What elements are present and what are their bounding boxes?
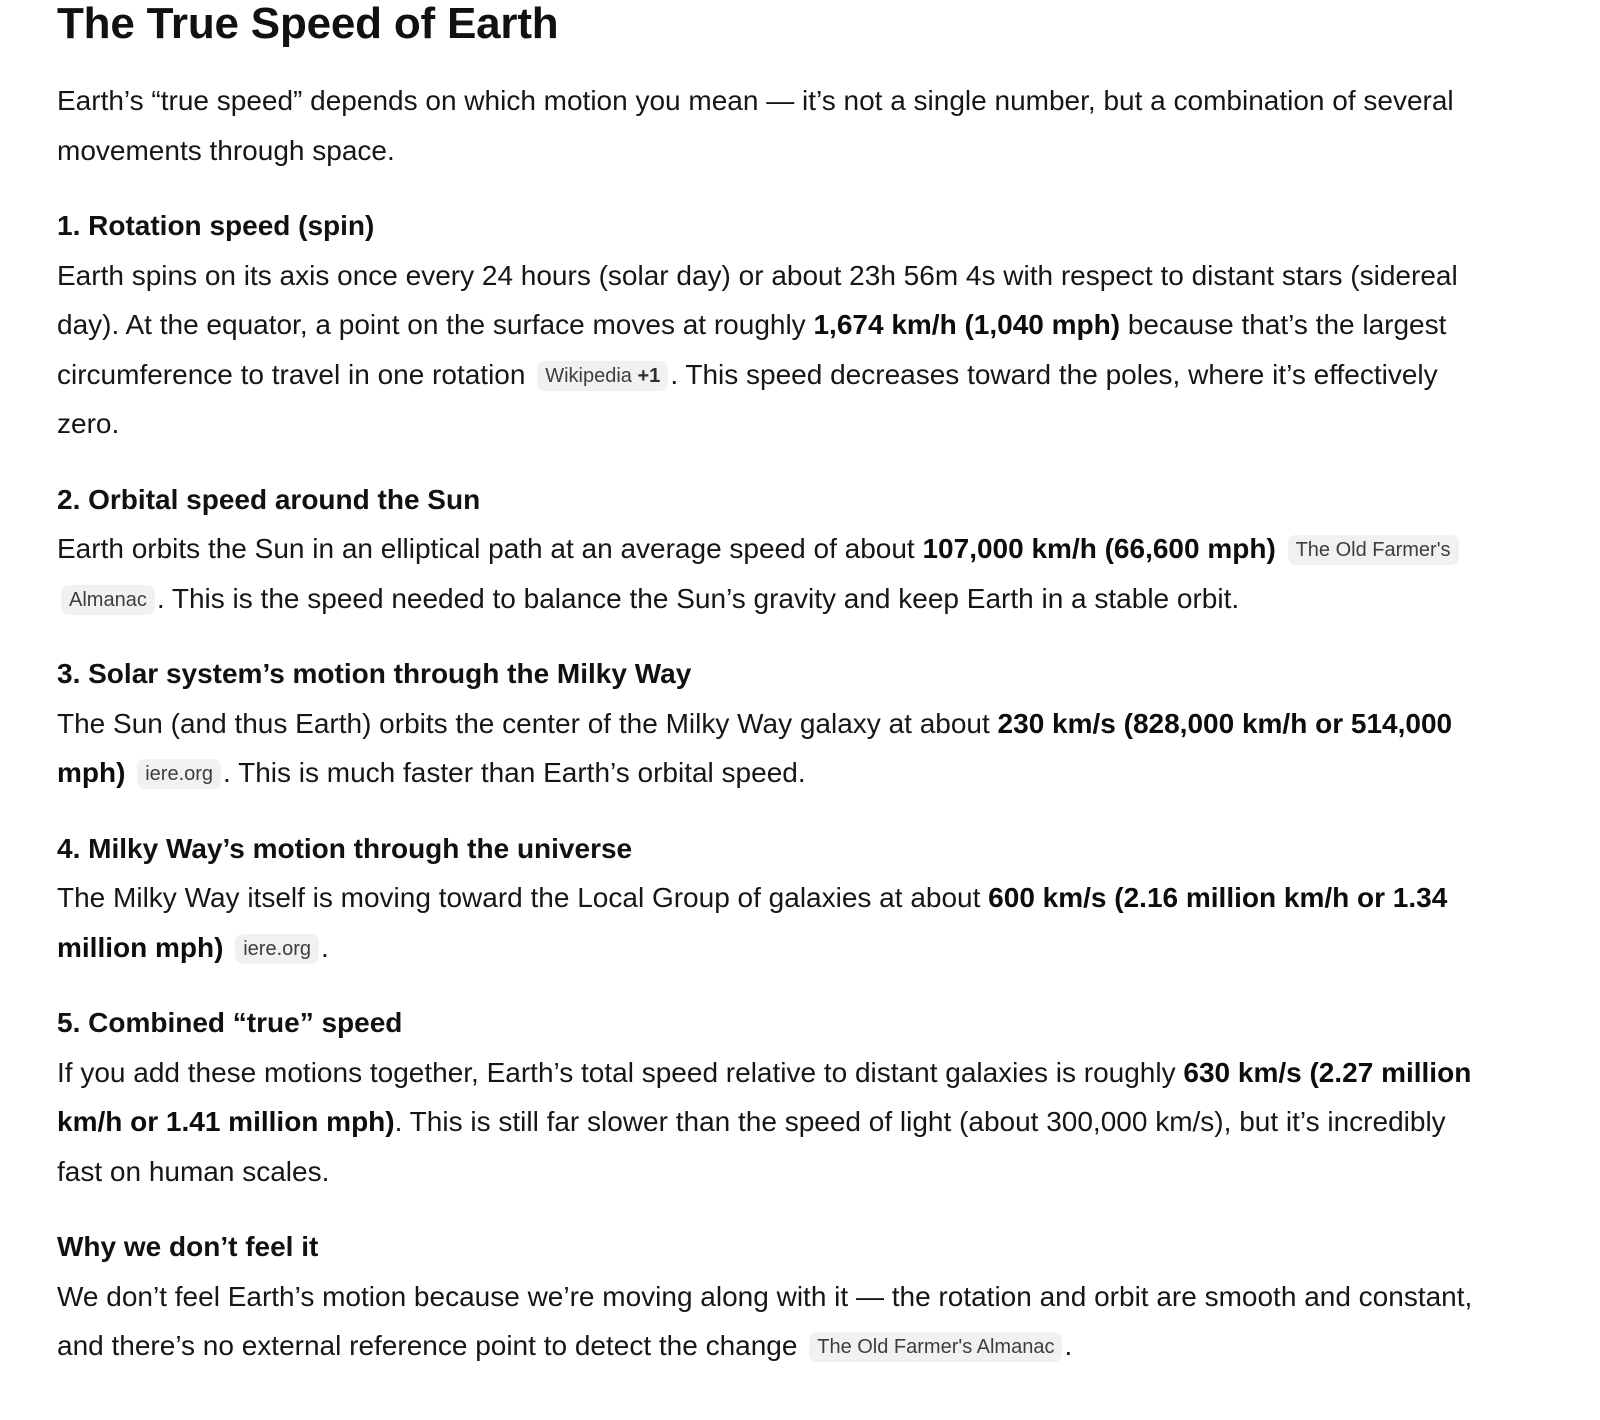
section-universe-motion	[57, 824, 1477, 973]
citation-chip-wikipedia[interactable]	[537, 361, 668, 391]
page-title: The True Speed of Earth	[57, 0, 559, 48]
speed-value: 600 km/s (2.16 million km/h or 1.34 million mph)	[57, 882, 1448, 963]
speed-value: 1,674 km/h (1,040 mph)	[813, 309, 1121, 340]
body-text: Earth orbits the Sun in an elliptical path at an average speed of about	[57, 533, 923, 564]
body-text: The Sun (and thus Earth) orbits the center of the Milky Way galaxy at about	[57, 707, 998, 739]
citation-more-count: +1	[637, 364, 661, 387]
speed-value: 107,000 km/h (66,600 mph)	[922, 533, 1276, 564]
citation-label: Wikipedia	[545, 364, 632, 387]
section-body	[57, 1272, 1477, 1371]
intro-paragraph: Earth’s “true speed” depends on which motion you mean — it’s not a single number, but a combination of several movements through space.	[57, 85, 1454, 166]
body-text: because that’s the largest circumference to travel in one rotation	[57, 309, 1447, 390]
body-text: The Milky Way itself is moving toward the Local Group of galaxies at about	[57, 882, 989, 913]
section-heading: Why we don’t feel it	[57, 1231, 319, 1262]
section-body	[57, 251, 1477, 449]
section-heading: 3. Solar system’s motion through the Milky Way	[57, 658, 692, 689]
section-body	[57, 699, 1477, 798]
section-orbital	[57, 475, 1477, 624]
section-body	[57, 873, 1477, 972]
citation-chip-iere[interactable]: iere.org	[137, 759, 221, 789]
section-body	[57, 1048, 1477, 1197]
speed-value: 630 km/s (2.27 million km/h or 1.41 million mph)	[57, 1056, 1472, 1137]
body-text: . This speed decreases toward the poles, where it’s effectively zero.	[57, 358, 1438, 439]
body-text: .	[1064, 1330, 1073, 1361]
body-text: If you add these motions together, Earth’s total speed relative to distant galaxies is roughly	[57, 1056, 1184, 1088]
section-heading: 5. Combined “true” speed	[57, 1007, 403, 1038]
section-heading: 2. Orbital speed around the Sun	[57, 483, 481, 515]
speed-value: 230 km/s (828,000 km/h or 514,000 mph)	[57, 707, 1453, 788]
section-heading: 1. Rotation speed (spin)	[57, 210, 375, 241]
body-text: . This is much faster than Earth’s orbital speed.	[223, 757, 806, 788]
body-text: . This is the speed needed to balance the Sun’s gravity and keep Earth in a stable orbit.	[156, 582, 1240, 614]
citation-chip-iere[interactable]: iere.org	[235, 934, 319, 964]
section-body	[57, 524, 1477, 623]
citation-chip-farmers-almanac[interactable]: The Old Farmer's Almanac	[61, 535, 1459, 615]
section-combined-speed	[57, 998, 1477, 1196]
body-text: Earth spins on its axis once every 24 hours (solar day) or about 23h 56m 4s with respect to distant stars (sidereal day). At the equator, a point on the surface moves at roughly	[57, 259, 1458, 340]
body-text: .	[321, 931, 329, 963]
citation-chip-farmers-almanac[interactable]: The Old Farmer's Almanac	[809, 1332, 1062, 1362]
body-text: . This is still far slower than the speed of light (about 300,000 km/s), but it’s incredibly fast on human scales.	[57, 1106, 1446, 1187]
section-milky-way-orbit	[57, 649, 1477, 798]
section-heading: 4. Milky Way’s motion through the universe	[57, 832, 633, 864]
article	[57, 0, 1477, 1371]
section-why-we-dont-feel-it	[57, 1222, 1477, 1371]
body-text: We don’t feel Earth’s motion because we’re moving along with it — the rotation and orbit are smooth and constant, and there’s no external reference point to detect the change	[57, 1280, 1473, 1361]
section-rotation	[57, 201, 1477, 449]
